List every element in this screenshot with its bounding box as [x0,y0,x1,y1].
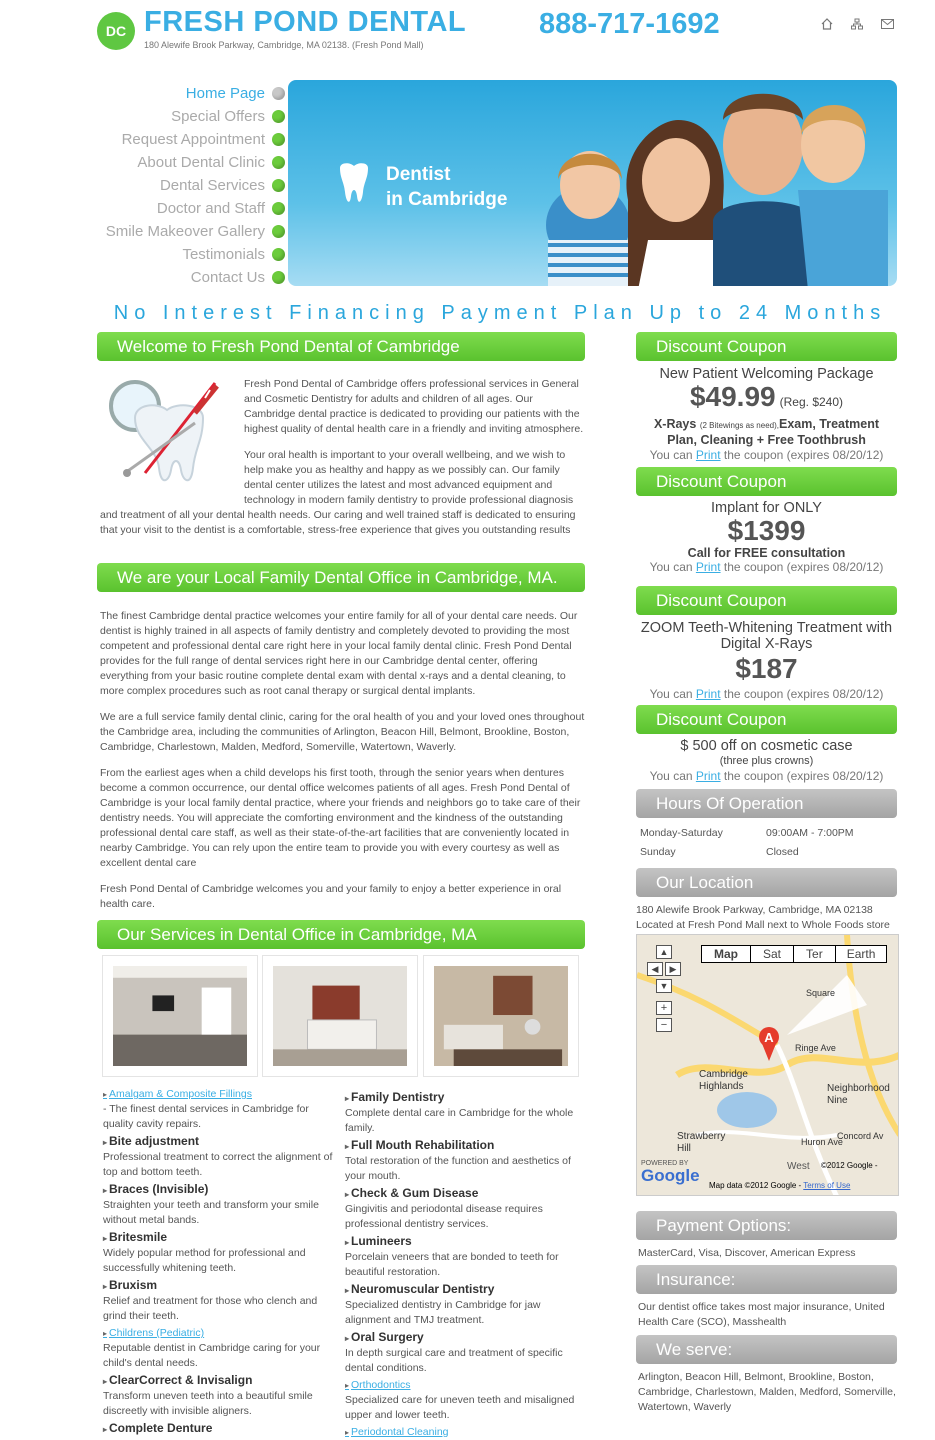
location-line-2: Located at Fresh Pond Mall next to Whole Foods store [636,919,890,931]
service-link-pediatric[interactable]: ▸ Childrens (Pediatric) [103,1327,205,1339]
map-tab-earth[interactable]: Earth [846,947,876,961]
welcome-paragraph-2: Your oral health is important to your overall wellbeing, and we wish to help make you as healthy and happy as we possibly can. Our family dental center utilizes the latest and most advanced equipment and technology in modern family dentistry to provide professional diagnosis and treatment of all your dental health needs. Our caring and well trained staff is dedicated to ensuring that your visit to the dentist is a comfortable, stress-free experience that gives you outstanding results [100,449,576,536]
service-name: Braces (Invisible) [109,1182,209,1196]
service-desc: - The finest dental services in Cambridge for quality cavity repairs. [103,1103,309,1130]
nav-testimonials[interactable] [60,243,285,266]
coupon-heading-1: Discount Coupon [636,332,897,361]
service-item [345,1186,575,1232]
coupon-2-title: Implant for ONLY [711,500,822,516]
mail-icon[interactable] [879,18,895,32]
service-name: Orthodontics [351,1379,411,1391]
services-heading: Our Services in Dental Office in Cambridge, MA [97,920,585,949]
coupon-2 [636,500,897,574]
coupon-exp-suffix: the coupon (expires 08/20/12) [723,687,884,701]
coupon-heading-4: Discount Coupon [636,705,897,734]
service-desc: Reputable dentist in Cambridge caring for your child's dental needs. [103,1342,321,1369]
coupon-1-detail: Exam, Treatment Plan, Cleaning + Free Toothbrush [667,417,880,447]
hero-title-line2: in Cambridge [386,189,508,210]
service-title-invisalign[interactable]: ▸ ClearCorrect & Invisalign [103,1373,253,1387]
coupon-4-print-link[interactable]: Print [695,769,721,783]
hours-time: 09:00AM - 7:00PM [766,827,854,839]
service-title-britesmile[interactable]: ▸ Britesmile [103,1230,168,1244]
service-name: Bruxism [109,1278,158,1292]
service-item [103,1134,333,1180]
local-heading: We are your Local Family Dental Office in Cambridge, MA. [97,563,585,592]
logo[interactable]: DC [97,12,135,50]
coupon-2-print-link[interactable]: Print [695,560,721,574]
map-zoom-out-icon[interactable]: − [656,1018,672,1032]
map-label: Neighborhood Nine [827,1083,890,1106]
coupon-2-desc: Call for FREE consultation [687,546,846,560]
service-title-braces[interactable]: ▸ Braces (Invisible) [103,1182,209,1196]
nav-bullet-icon [272,156,285,169]
local-paragraph-3: From the earliest ages when a child develops his first tooth, through the senior years when dentures become a common occurrence, our dental office welcomes patients of all ages. Fresh Pond Dental of Cambridge is your local family dental practice, where your friends and neighbors go to take care of their dentistry needs. You will appreciate the comforting environment and the kindness of the outstanding professional dental care staff, as well as their state-of-the-art facilities that are conveniently located in nearby Cambridge. You can rely upon the entire team to provide you with every courtesy as well as excellent dental care [100,767,581,869]
service-link-orthodontics[interactable]: ▸ Orthodontics [345,1379,411,1391]
service-title-gum[interactable]: ▸ Check & Gum Disease [345,1186,479,1200]
service-item [345,1425,575,1440]
service-name: Britesmile [109,1230,168,1244]
financing-banner: No Interest Financing Payment Plan Up to 24 Months [113,302,887,324]
nav-home[interactable] [60,82,285,105]
service-name: Amalgam & Composite Fillings [109,1088,252,1100]
nav-about[interactable] [60,151,285,174]
service-item [103,1182,333,1228]
hours-table [640,826,901,864]
service-item [345,1138,575,1184]
map-tab-ter[interactable]: Ter [794,946,836,962]
coupon-1-detail-note: (2 Bitewings as need), [699,421,779,430]
service-link-fillings[interactable]: ▸ Amalgam & Composite Fillings [103,1088,252,1100]
service-item [345,1282,575,1328]
nav-label: Home Page [185,85,265,102]
service-desc: In depth surgical care and treatment of specific dental conditions. [345,1347,563,1374]
nav-label: Special Offers [171,108,265,125]
map-data-label: Map data ©2012 Google - [709,1181,802,1190]
nav-special-offers[interactable] [60,105,285,128]
map-label: Concord Av [837,1131,884,1141]
service-desc: Relief and treatment for those who clench and grind their teeth. [103,1295,318,1322]
service-desc: Straighten your teeth and transform your smile without metal bands. [103,1199,319,1226]
map-pan-left-icon[interactable]: ◀ [647,962,663,976]
coupon-1-detail-xrays: X-Rays [653,417,697,431]
map-terms-link[interactable]: Terms of Use [803,1181,851,1190]
coupon-exp-suffix: the coupon (expires 08/20/12) [723,560,884,574]
coupon-1-reg: (Reg. $240) [779,395,844,409]
map-zoom-in-icon[interactable]: + [656,1001,672,1015]
service-name: Check & Gum Disease [351,1186,479,1200]
hours-heading: Hours Of Operation [636,789,897,818]
map-tab-map[interactable]: Map [702,946,751,962]
nav-label: Testimonials [182,246,265,263]
tooth-icon [336,162,372,208]
map-pan-up-icon[interactable]: ▲ [656,945,672,959]
nav-bullet-icon [272,248,285,261]
coupon-1 [636,366,897,462]
service-title-neuromuscular[interactable]: ▸ Neuromuscular Dentistry [345,1282,495,1296]
coupon-exp-prefix: You can [649,448,693,462]
hours-row [640,826,901,845]
nav-label: Request Appointment [121,131,265,148]
coupon-2-price: $1399 [727,515,806,546]
service-desc: Specialized dentistry in Cambridge for jaw alignment and TMJ treatment. [345,1299,541,1326]
nav-contact[interactable] [60,266,285,289]
hours-row [640,845,901,864]
service-item [345,1090,575,1136]
map-marker[interactable]: A [764,1030,774,1045]
local-paragraph-2: We are a full service family dental clinic, caring for the oral health of you and your loved ones throughout the Cambridge area, including the communities of Arlington, Beacon Hill, Belmont, Brookline, Boston, Cambridge, Charlestown, Malden, Medford, Somerville, Watertown, Waverly. [100,711,585,753]
map-pan-down-icon[interactable]: ▼ [656,979,672,993]
service-name: Bite adjustment [109,1134,200,1148]
nav-bullet-icon [272,202,285,215]
map-tab-sat[interactable]: Sat [751,946,794,962]
service-desc: Total restoration of the function and aesthetics of your mouth. [345,1155,571,1182]
map-pan-right-icon[interactable]: ▶ [665,962,681,976]
service-name: Periodontal Cleaning [351,1426,449,1438]
service-item [345,1234,575,1280]
coupon-1-print-link[interactable]: Print [695,448,721,462]
nav-label: Doctor and Staff [156,200,265,217]
office-photo-2[interactable] [262,955,418,1077]
nav-doctor-staff[interactable] [60,197,285,220]
welcome-text [100,377,585,549]
coupon-exp-suffix: the coupon (expires 08/20/12) [723,769,884,783]
hero-title-line1: Dentist [386,164,451,185]
nav-bullet-icon [272,271,285,284]
local-text [100,609,585,923]
map-label: Ringe Ave [795,1043,836,1053]
hero-title [386,162,536,212]
family-photo [518,80,897,286]
nav-bullet-icon [272,110,285,123]
service-desc: Widely popular method for professional and successfully whitening teeth. [103,1247,306,1274]
coupon-exp-prefix: You can [649,769,693,783]
map-widget[interactable] [636,934,899,1196]
office-photo-1[interactable] [102,955,258,1077]
service-item [103,1278,333,1324]
map-type-tabs [701,945,887,963]
coupon-exp-suffix: the coupon (expires 08/20/12) [723,448,884,462]
nav-label: Contact Us [190,269,265,286]
map-label: Square [806,988,836,998]
nav-bullet-icon [272,133,285,146]
nav-bullet-icon [272,87,285,100]
nav-label: About Dental Clinic [137,154,265,171]
header-address: 180 Alewife Brook Parkway, Cambridge, MA 02138. (Fresh Pond Mall) [144,40,424,50]
service-title-denture[interactable]: ▸ Complete Denture [103,1421,213,1435]
coupon-exp-prefix: You can [649,560,693,574]
service-item [345,1330,575,1376]
coupon-3-print-link[interactable]: Print [695,687,721,701]
coupon-3 [636,620,897,702]
service-title-bruxism[interactable]: ▸ Bruxism [103,1278,158,1292]
service-title-oral-surgery[interactable]: ▸ Oral Surgery [345,1330,424,1344]
nav-bullet-icon [272,225,285,238]
hero-banner [288,80,897,286]
service-name: ClearCorrect & Invisalign [109,1373,253,1387]
service-item [103,1326,333,1371]
service-desc: Specialized care for uneven teeth and misaligned upper and lower teeth. [345,1394,575,1421]
payment-text: MasterCard, Visa, Discover, American Express [638,1247,856,1259]
services-list-left [103,1085,333,1437]
welcome-heading: Welcome to Fresh Pond Dental of Cambridge [97,332,585,361]
coupon-heading-3: Discount Coupon [636,586,897,615]
map-copyright: ©2012 Google - [821,1161,878,1170]
nav-dental-services[interactable] [60,174,285,197]
hours-day: Monday-Saturday [640,827,723,839]
service-name: Neuromuscular Dentistry [351,1282,495,1296]
nav-gallery[interactable] [60,220,285,243]
local-paragraph-1: The finest Cambridge dental practice welcomes your entire family for all of your dental care needs. Our dentist is highly trained in all aspects of family dentistry and completely devoted to providing the most competent and professional dental care right here in your local family dental clinic. Fresh Pond Dental provides for the full range of dental services right here in our Cambridge dental center, offering everything from your basic routine complete dental exam with dental x-rays and a dental cleaning, to more complex procedures such as root canal therapy or surgical dental implants. [100,610,578,697]
coupon-4-desc: (three plus crowns) [719,755,814,767]
sitemap-icon[interactable] [849,18,865,32]
service-title-family[interactable]: ▸ Family Dentistry [345,1090,445,1104]
map-label: Strawberry Hill [677,1131,726,1154]
coupon-1-title: New Patient Welcoming Package [659,366,874,382]
location-line-1: 180 Alewife Brook Parkway, Cambridge, MA 02138 [636,904,873,916]
service-title-lumineers[interactable]: ▸ Lumineers [345,1234,412,1248]
service-item [345,1378,575,1423]
service-name: Full Mouth Rehabilitation [351,1138,495,1152]
payment-heading: Payment Options: [636,1211,897,1240]
welcome-paragraph-1: Fresh Pond Dental of Cambridge offers professional services in General and Cosmetic Dentistry for adults and children of all ages. Our Cambridge dental practice is dedicated to providing our patients with the highest quality of dental health care in a friendly and inviting atmosphere. [244,378,584,435]
nav-request-appointment[interactable] [60,128,285,151]
nav-label: Dental Services [159,177,265,194]
coupon-exp-prefix: You can [649,687,693,701]
map-label: West [787,1161,810,1172]
service-title-bite[interactable]: ▸ Bite adjustment [103,1134,200,1148]
main-nav [60,82,285,289]
service-name: Complete Denture [109,1421,213,1435]
powered-by-label: POWERED BY [641,1160,689,1167]
service-desc: Professional treatment to correct the alignment of top and bottom teeth. [103,1151,333,1178]
google-logo[interactable]: Google [641,1166,700,1185]
service-item [103,1373,333,1419]
service-name: Family Dentistry [351,1090,445,1104]
office-photo-3[interactable] [423,955,579,1077]
coupon-3-title: ZOOM Teeth-Whitening Treatment with Digital X-Rays [640,620,893,652]
hours-time: Closed [766,846,799,858]
coupon-4-title: $ 500 off on cosmetic case [680,738,853,754]
hours-day: Sunday [640,846,676,858]
insurance-text: Our dentist office takes most major insurance, United Health Care (SCO), Masshealth [638,1301,885,1328]
site-title[interactable]: FRESH POND DENTAL [144,6,467,38]
service-item [103,1230,333,1276]
serve-text: Arlington, Beacon Hill, Belmont, Brookline, Boston, Cambridge, Charlestown, Malden, Medford, Somerville, Watertown, Waverly [638,1371,896,1413]
service-desc: Transform uneven teeth into a beautiful smile discreetly with invisible aligners. [103,1390,313,1417]
service-desc: Porcelain veneers that are bonded to teeth for beautiful restoration. [345,1251,559,1278]
location-heading: Our Location [636,868,897,897]
nav-label: Smile Makeover Gallery [105,223,265,240]
coupon-1-price: $49.99 [689,381,776,412]
service-name: Lumineers [351,1234,412,1248]
insurance-heading: Insurance: [636,1265,897,1294]
coupon-3-price: $187 [735,653,798,684]
coupon-4 [636,739,897,784]
map-label: Cambridge Highlands [699,1069,748,1092]
map-data-credit [709,1181,850,1190]
nav-bullet-icon [272,179,285,192]
service-name: Oral Surgery [351,1330,424,1344]
serve-heading: We serve: [636,1335,897,1364]
local-paragraph-4: Fresh Pond Dental of Cambridge welcomes you and your family to enjoy a better experience in oral health care. [100,883,562,910]
map-label: Huron Ave [801,1137,843,1147]
location-address [636,903,906,933]
services-list-right [345,1088,575,1440]
service-desc: Complete dental care in Cambridge for the whole family. [345,1107,574,1134]
service-desc: Gingivitis and periodontal disease requires professional dentistry services. [345,1203,543,1230]
service-name: Childrens (Pediatric) [109,1327,205,1339]
service-title-rehab[interactable]: ▸ Full Mouth Rehabilitation [345,1138,495,1152]
phone-number: 888-717-1692 [539,8,720,40]
service-item [103,1087,333,1132]
service-link-periodontal[interactable]: ▸ Periodontal Cleaning [345,1426,449,1438]
coupon-heading-2: Discount Coupon [636,467,897,496]
home-icon[interactable] [819,18,835,32]
